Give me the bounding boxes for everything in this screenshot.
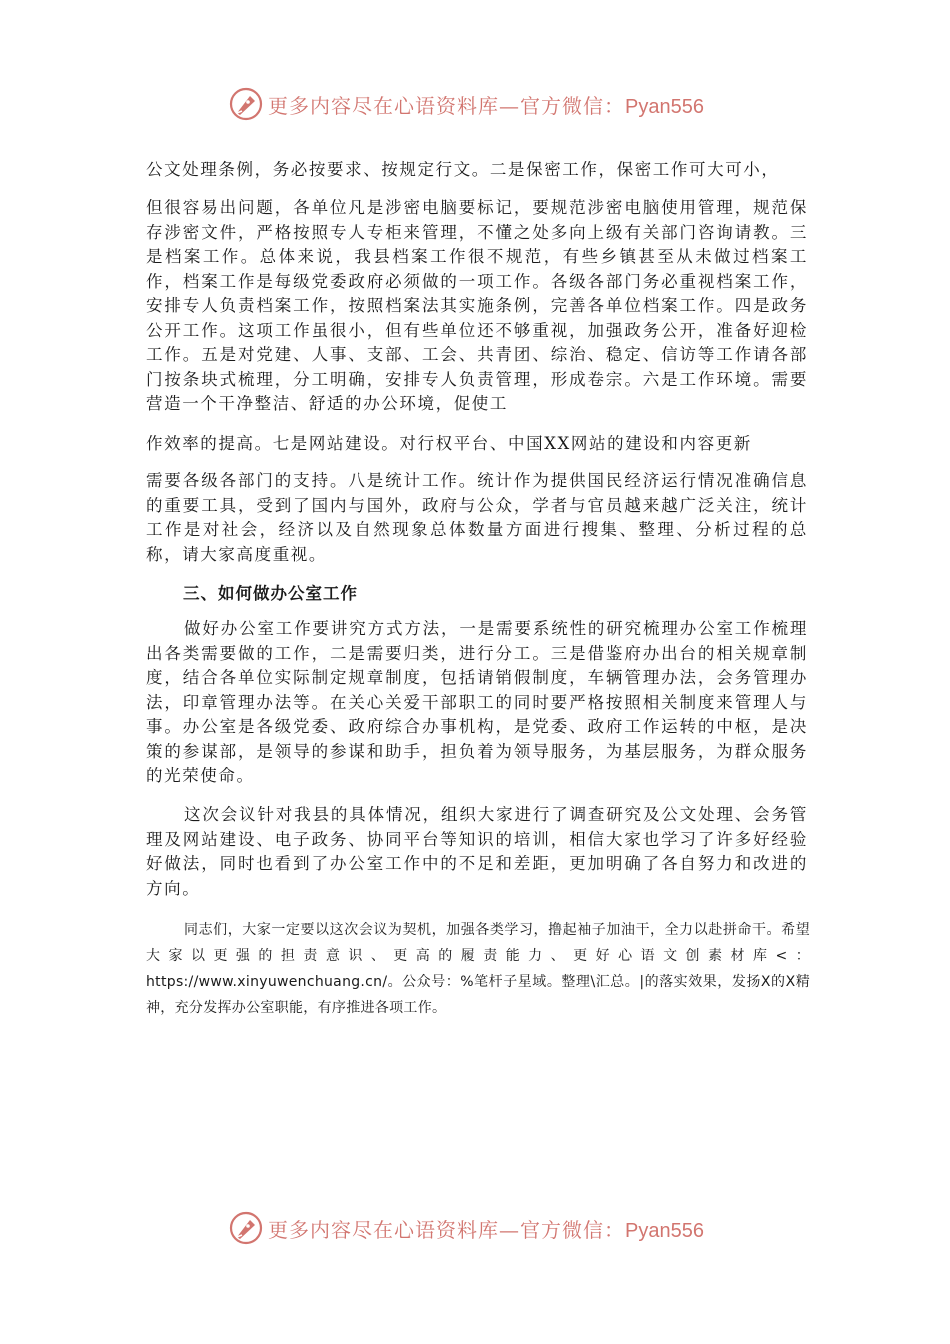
banner-text: 更多内容尽在心语资料库—官方微信：Pyan556 — [268, 93, 704, 118]
wechat-id: Pyan556 — [625, 1219, 704, 1242]
banner-text: 更多内容尽在心语资料库—官方微信：Pyan556 — [268, 1217, 704, 1242]
header-banner — [228, 84, 748, 124]
paragraph: 公文处理条例，务必按要求、按规定行文。二是保密工作，保密工作可大可小， — [146, 160, 780, 179]
paragraph: 这次会议针对我县的具体情况，组织大家进行了调查研究及公文处理、会务管理及网站建设、电子政务、协同平台等知识的培训，相信大家也学习了许多好经验好做法，同时也看到了办公室工作中的不足和差距，更加明确了各自努力和改进的方向。 — [146, 805, 808, 898]
pen-nib-logo-icon — [228, 86, 264, 122]
pen-nib-logo-icon — [228, 1210, 264, 1246]
paragraph: 做好办公室工作要讲究方式方法，一是需要系统性的研究梳理办公室工作梳理出各类需要做的工作，二是需要归类，进行分工。三是借鉴府办出台的相关规章制度，结合各单位实际制定规章制度，包括请销假制度，车辆管理办法，会务管理办法，印章管理办法等。在关心关爱干部职工的同时要严格按照相关制度来管理人与事。办公室是各级党委、政府综合办事机构，是党委、政府工作运转的中枢，是决策的参谋部，是领导的参谋和助手，担负着为领导服务，为基层服务，为群众服务的光荣使命。 — [146, 619, 808, 785]
wechat-id: Pyan556 — [625, 95, 704, 118]
footer-banner — [228, 1208, 748, 1248]
section-heading: 三、如何做办公室工作 — [183, 584, 358, 603]
paragraph: 但很容易出问题，各单位凡是涉密电脑要标记，要规范涉密电脑使用管理，规范保存涉密文件，严格按照专人专柜来管理，不懂之处多向上级有关部门咨询请教。三是档案工作。总体来说，我县档案工作很不规范，有些乡镇甚至从未做过档案工作，档案工作是每级党委政府必须做的一项工作。各级各部门务必重视档案工作，安排专人负责档案工作，按照档案法其实施条例，完善各单位档案工作。四是政务公开工作。这项工作虽很小，但有些单位还不够重视，加强政务公开，准备好迎检工作。五是对党建、人事、支部、工会、共青团、综治、稳定、信访等工作请各部门按条块式梳理，分工明确，安排专人负责管理，形成卷宗。六是工作环境。需要营造一个干净整洁、舒适的办公环境，促使工 — [146, 198, 808, 413]
paragraph: 作效率的提高。七是网站建设。对行权平台、中国XX网站的建设和内容更新 — [146, 434, 752, 453]
closing-paragraph: 同志们，大家一定要以这次会议为契机，加强各类学习，撸起袖子加油干，全力以赴拼命干。希望大家以更强的担责意识、更高的履责能力、更好心语文创素材库<：https://www.xinyuwenchuang.cn/。公众号：%笔杆子星域。整理\汇总。|的落实效果，发扬X的X精神，充分发挥办公室职能，有序推进各项工作。 — [146, 922, 810, 1016]
paragraph: 需要各级各部门的支持。八是统计工作。统计作为提供国民经济运行情况准确信息的重要工具，受到了国内与国外，政府与公众，学者与官员越来越广泛关注，统计工作是对社会，经济以及自然现象总体数量方面进行搜集、整理、分析过程的总称，请大家高度重视。 — [146, 471, 808, 564]
